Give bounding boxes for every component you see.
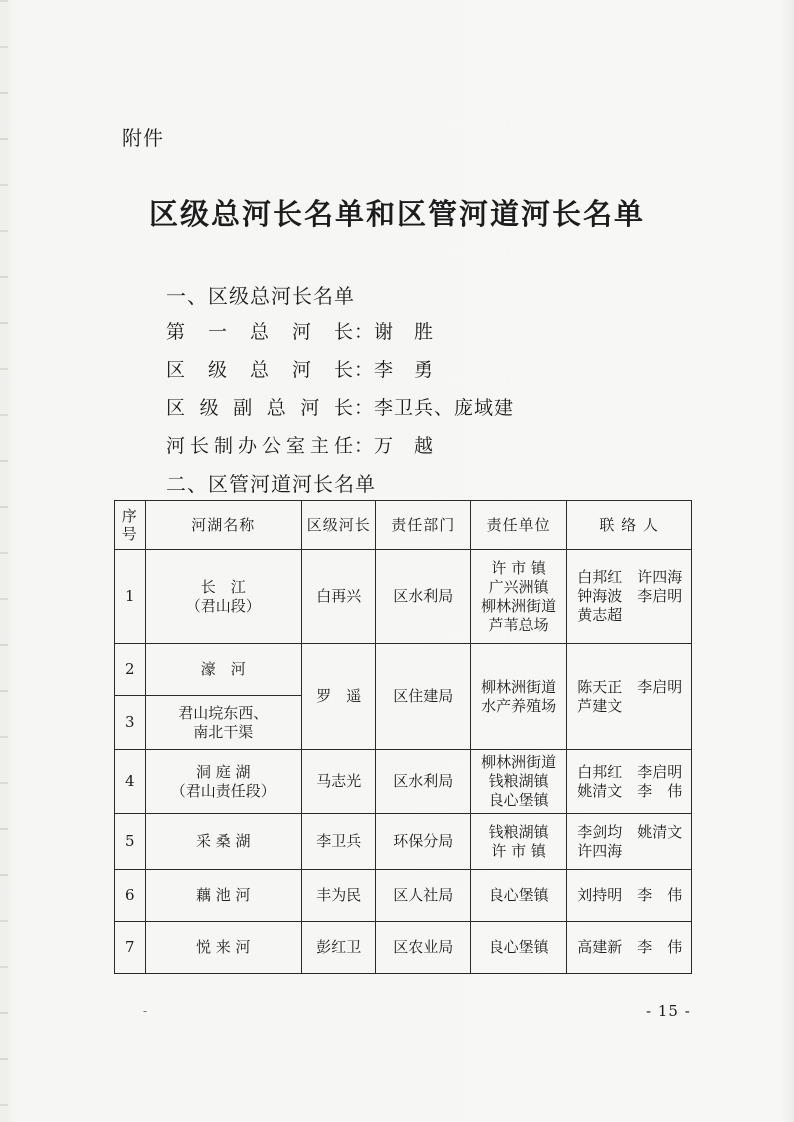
contact-cell — [567, 550, 692, 644]
chief-value: 万 越 — [374, 435, 435, 457]
chief-value: 谢 胜 — [374, 321, 435, 343]
header-seq: 序号 — [115, 501, 146, 550]
river-name: 藕 池 河 — [196, 886, 251, 904]
dept-cell: 环保分局 — [376, 814, 470, 870]
header-dept: 责任部门 — [376, 501, 470, 550]
river-chief-table — [114, 500, 692, 974]
unit-name: 柳林洲街道 — [481, 596, 557, 615]
unit-name: 柳林洲街道 — [481, 753, 557, 771]
table-row — [115, 750, 692, 814]
contact-cell — [567, 870, 692, 922]
chief-label: 区级总河长 — [166, 359, 354, 381]
river-cell — [145, 922, 301, 974]
river-cell — [145, 644, 301, 696]
unit-name: 良心堡镇 — [488, 886, 549, 904]
colon: ： — [354, 435, 375, 457]
chief-cell: 白再兴 — [301, 550, 376, 644]
chief-value: 李 勇 — [374, 359, 435, 381]
chief-value: 李卫兵、庞域建 — [374, 397, 515, 419]
unit-cell — [470, 750, 566, 814]
contact-cell — [567, 750, 692, 814]
dept-cell: 区水利局 — [376, 750, 470, 814]
section1-heading: 一、区级总河长名单 — [166, 284, 355, 308]
contact-line: 钟海波 李启明 — [577, 587, 683, 605]
contact-cell — [567, 922, 692, 974]
unit-cell — [470, 922, 566, 974]
dept-cell: 区农业局 — [376, 922, 470, 974]
chief-label: 河长制办公室主任 — [166, 435, 354, 457]
seq-cell: 3 — [115, 696, 146, 750]
river-cell — [145, 870, 301, 922]
dept-cell: 区住建局 — [376, 644, 470, 750]
header-river: 河湖名称 — [145, 501, 301, 550]
river-name: 濠 河 — [200, 660, 246, 678]
river-name: 南北干渠 — [193, 722, 254, 741]
seq-cell: 2 — [115, 644, 146, 696]
unit-cell — [470, 870, 566, 922]
attachment-label: 附件 — [122, 126, 164, 150]
contact-line: 白邦红 许四海 — [577, 568, 683, 586]
river-segment: （君山段） — [185, 596, 261, 615]
unit-name: 广兴洲镇 — [488, 577, 549, 596]
header-unit: 责任单位 — [470, 501, 566, 550]
table-row — [115, 870, 692, 922]
river-cell — [145, 696, 301, 750]
footer-mark: - — [143, 1004, 148, 1018]
seq-cell: 4 — [115, 750, 146, 814]
unit-cell — [470, 814, 566, 870]
dept-cell: 区人社局 — [376, 870, 470, 922]
river-name: 采 桑 湖 — [196, 832, 251, 850]
seq-cell: 1 — [115, 550, 146, 644]
seq-cell: 5 — [115, 814, 146, 870]
unit-name: 许 市 镇 — [491, 841, 546, 860]
river-name: 君山垸东西、 — [178, 703, 269, 722]
unit-name: 许 市 镇 — [491, 558, 546, 577]
river-cell — [145, 550, 301, 644]
contact-line: 刘持明 李 伟 — [577, 886, 683, 904]
unit-name: 钱粮湖镇 — [488, 772, 549, 790]
chief-cell: 罗 遥 — [301, 644, 376, 750]
contact-line: 李剑均 姚清文 — [577, 822, 683, 841]
chief-label: 第一总河长 — [166, 321, 354, 343]
header-contact: 联 络 人 — [567, 501, 692, 550]
river-segment: （君山责任段） — [170, 781, 276, 800]
contact-line: 芦建文 — [577, 696, 623, 715]
chief-cell: 李卫兵 — [301, 814, 376, 870]
header-chief: 区级河长 — [301, 501, 376, 550]
document-title: 区级总河长名单和区管河道河长名单 — [148, 197, 645, 231]
chief-label: 区级副总河长 — [166, 397, 354, 419]
unit-name: 水产养殖场 — [481, 696, 557, 715]
chief-row-3 — [166, 393, 514, 420]
river-cell — [145, 814, 301, 870]
unit-name: 芦苇总场 — [488, 615, 549, 634]
colon: ： — [354, 321, 375, 343]
page-number: - 15 - — [646, 1002, 691, 1020]
chief-cell: 彭红卫 — [301, 922, 376, 974]
dept-cell: 区水利局 — [376, 550, 470, 644]
chief-cell: 马志光 — [301, 750, 376, 814]
contact-line: 姚清文 李 伟 — [577, 781, 683, 800]
chief-row-2 — [166, 355, 434, 382]
contact-cell — [567, 644, 692, 750]
unit-name: 良心堡镇 — [488, 791, 549, 809]
river-name: 长 江 — [200, 577, 246, 596]
unit-name: 钱粮湖镇 — [488, 822, 549, 841]
unit-name: 柳林洲街道 — [481, 677, 557, 696]
unit-cell — [470, 550, 566, 644]
colon: ： — [354, 397, 375, 419]
contact-line: 白邦红 李启明 — [577, 762, 683, 781]
river-name: 洞 庭 湖 — [196, 762, 251, 781]
chief-row-1 — [166, 317, 434, 344]
table-row — [115, 922, 692, 974]
contact-cell — [567, 814, 692, 870]
contact-line: 高建新 李 伟 — [577, 938, 683, 956]
chief-row-4 — [166, 431, 434, 458]
contact-line: 陈天正 李启明 — [577, 677, 683, 696]
contact-line: 许四海 — [577, 841, 623, 860]
unit-cell — [470, 644, 566, 750]
river-cell — [145, 750, 301, 814]
seq-cell: 6 — [115, 870, 146, 922]
river-name: 悦 来 河 — [196, 938, 251, 956]
table-row — [115, 550, 692, 644]
colon: ： — [354, 359, 375, 381]
table-header-row — [115, 501, 692, 550]
contact-line: 黄志超 — [577, 606, 623, 624]
table-row — [115, 644, 692, 696]
seq-cell: 7 — [115, 922, 146, 974]
table-row — [115, 814, 692, 870]
unit-name: 良心堡镇 — [488, 938, 549, 956]
chief-cell: 丰为民 — [301, 870, 376, 922]
binding-edge — [0, 0, 8, 1122]
section2-heading: 二、区管河道河长名单 — [166, 472, 376, 496]
